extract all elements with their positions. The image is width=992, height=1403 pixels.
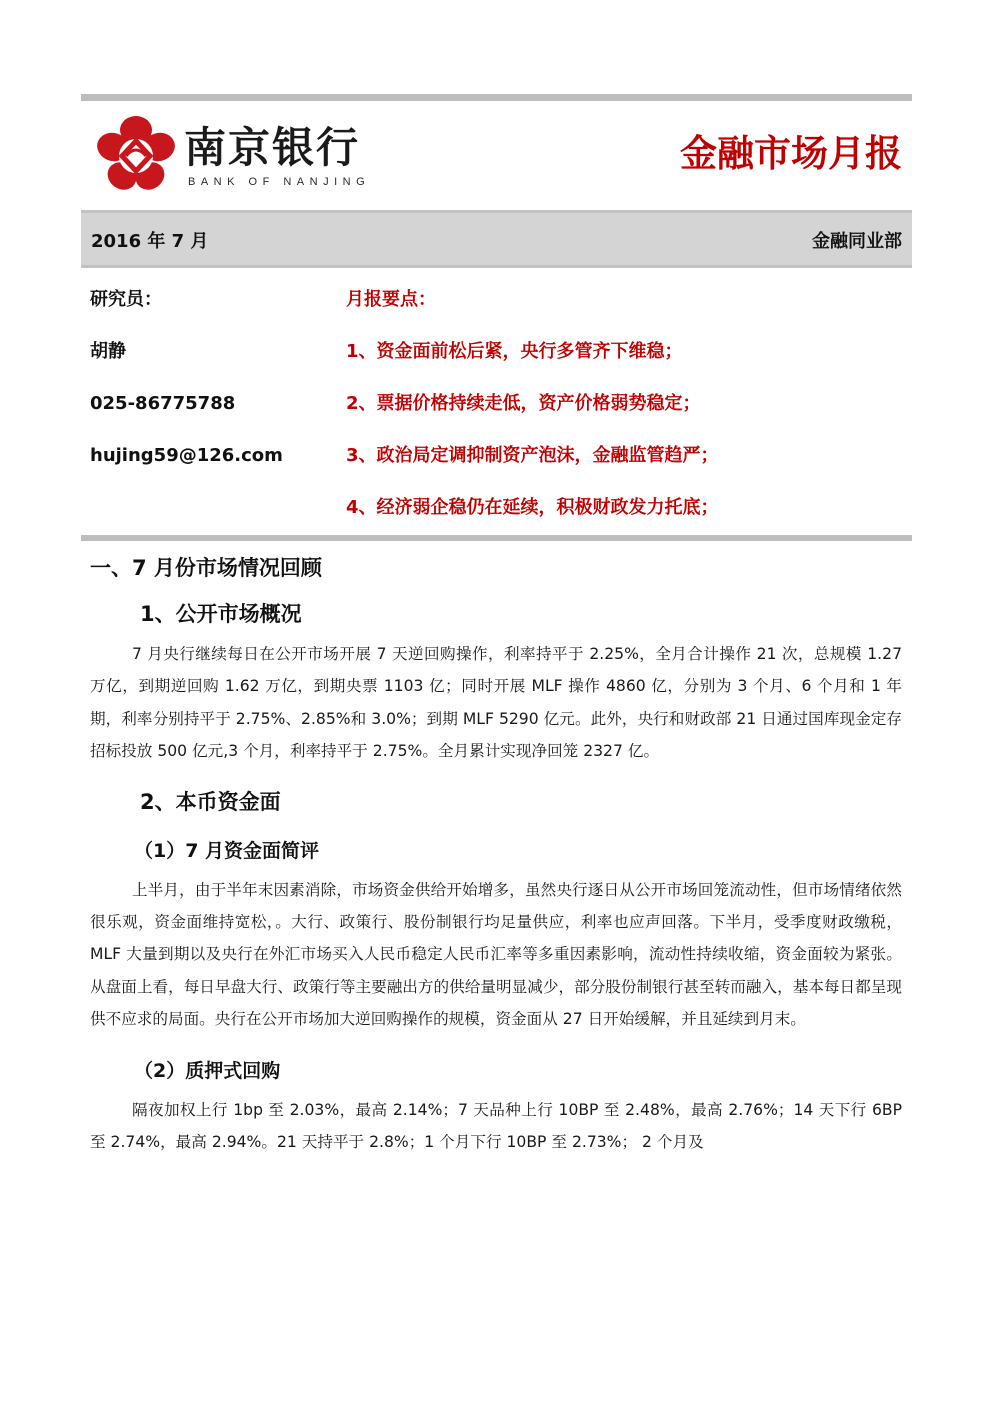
section-title: 一、7 月份市场情况回顾 [90, 556, 322, 580]
paragraph: 隔夜加权上行 1bp 至 2.03%，最高 2.14%；7 天品种上行 10BP 至 2.48%，最高 2.76%；14 天下行 6BP 至 2.74%，最高 2.94%。21 天持平于 2.8%；1 个月下行 10BP 至 2.73%； 2 个月及 [90, 1100, 902, 1152]
subsubsection-title: （1）7 月资金面简评 [134, 839, 320, 862]
highlight-item: 2、票据价格持续走低，资产价格弱势稳定； [346, 393, 701, 414]
paragraph: 7 月央行继续每日在公开市场开展 7 天逆回购操作，利率持平于 2.25%，全月合计操作 21 次，总规模 1.27 万亿，到期逆回购 1.62 万亿，到期央票 1103 亿；同时开展 MLF 操作 4860 亿，分别为 3 个月、6 个月和 1 年期，利率分别持平于 2.75%、2.85%和 3.0%；到期 MLF 5290 亿元。此外，央行和财政部 21 日通过国库现金定存招标投放 500 亿元,3 个月，利率持平于 2.75%。全月累计实现净回笼 2327 亿。 [90, 645, 902, 761]
date-band [81, 210, 912, 268]
department: 金融同业部 [812, 231, 902, 252]
subsubsection-title: （2）质押式回购 [134, 1059, 281, 1082]
researcher-info [90, 286, 340, 494]
report-body [90, 548, 902, 1158]
highlight-item: 4、经济弱企稳仍在延续，积极财政发力托底； [346, 497, 719, 518]
report-date: 2016 年 7 月 [91, 231, 209, 252]
researcher-phone: 025-86775788 [90, 393, 236, 414]
researcher-name: 胡静 [90, 341, 126, 362]
bank-logo-icon [96, 114, 176, 194]
bank-logo [96, 112, 396, 200]
researcher-label: 研究员： [90, 289, 162, 310]
bank-name-cn: 南京银行 [184, 123, 361, 172]
highlights-label: 月报要点： [346, 289, 436, 310]
researcher-email: hujing59@126.com [90, 445, 283, 466]
subsection-title: 1、公开市场概况 [140, 602, 302, 626]
report-highlights [346, 286, 906, 546]
report-title: 金融市场月报 [680, 132, 902, 175]
highlight-item: 3、政治局定调抑制资产泡沫，金融监管趋严； [346, 445, 719, 466]
highlight-item: 1、资金面前松后紧，央行多管齐下维稳； [346, 341, 683, 362]
bank-name-en: BANK OF NANJING [188, 176, 371, 188]
subsection-title: 2、本币资金面 [140, 789, 281, 814]
section-divider [81, 535, 912, 541]
paragraph: 上半月，由于半年末因素消除，市场资金供给开始增多，虽然央行逐日从公开市场回笼流动性，但市场情绪依然很乐观，资金面维持宽松，。大行、政策行、股份制银行均足量供应，利率也应声回落。下半月，受季度财政缴税，MLF 大量到期以及央行在外汇市场买入人民币稳定人民币汇率等多重因素影响，流动性持续收缩，资金面较为紧张。从盘面上看，每日早盘大行、政策行等主要融出方的供给量明显减少，部分股份制银行甚至转而融入，基本每日都呈现供不应求的局面。央行在公开市场加大逆回购操作的规模，资金面从 27 日开始缓解，并且延续到月末。 [90, 880, 902, 1029]
top-rule [81, 94, 912, 101]
